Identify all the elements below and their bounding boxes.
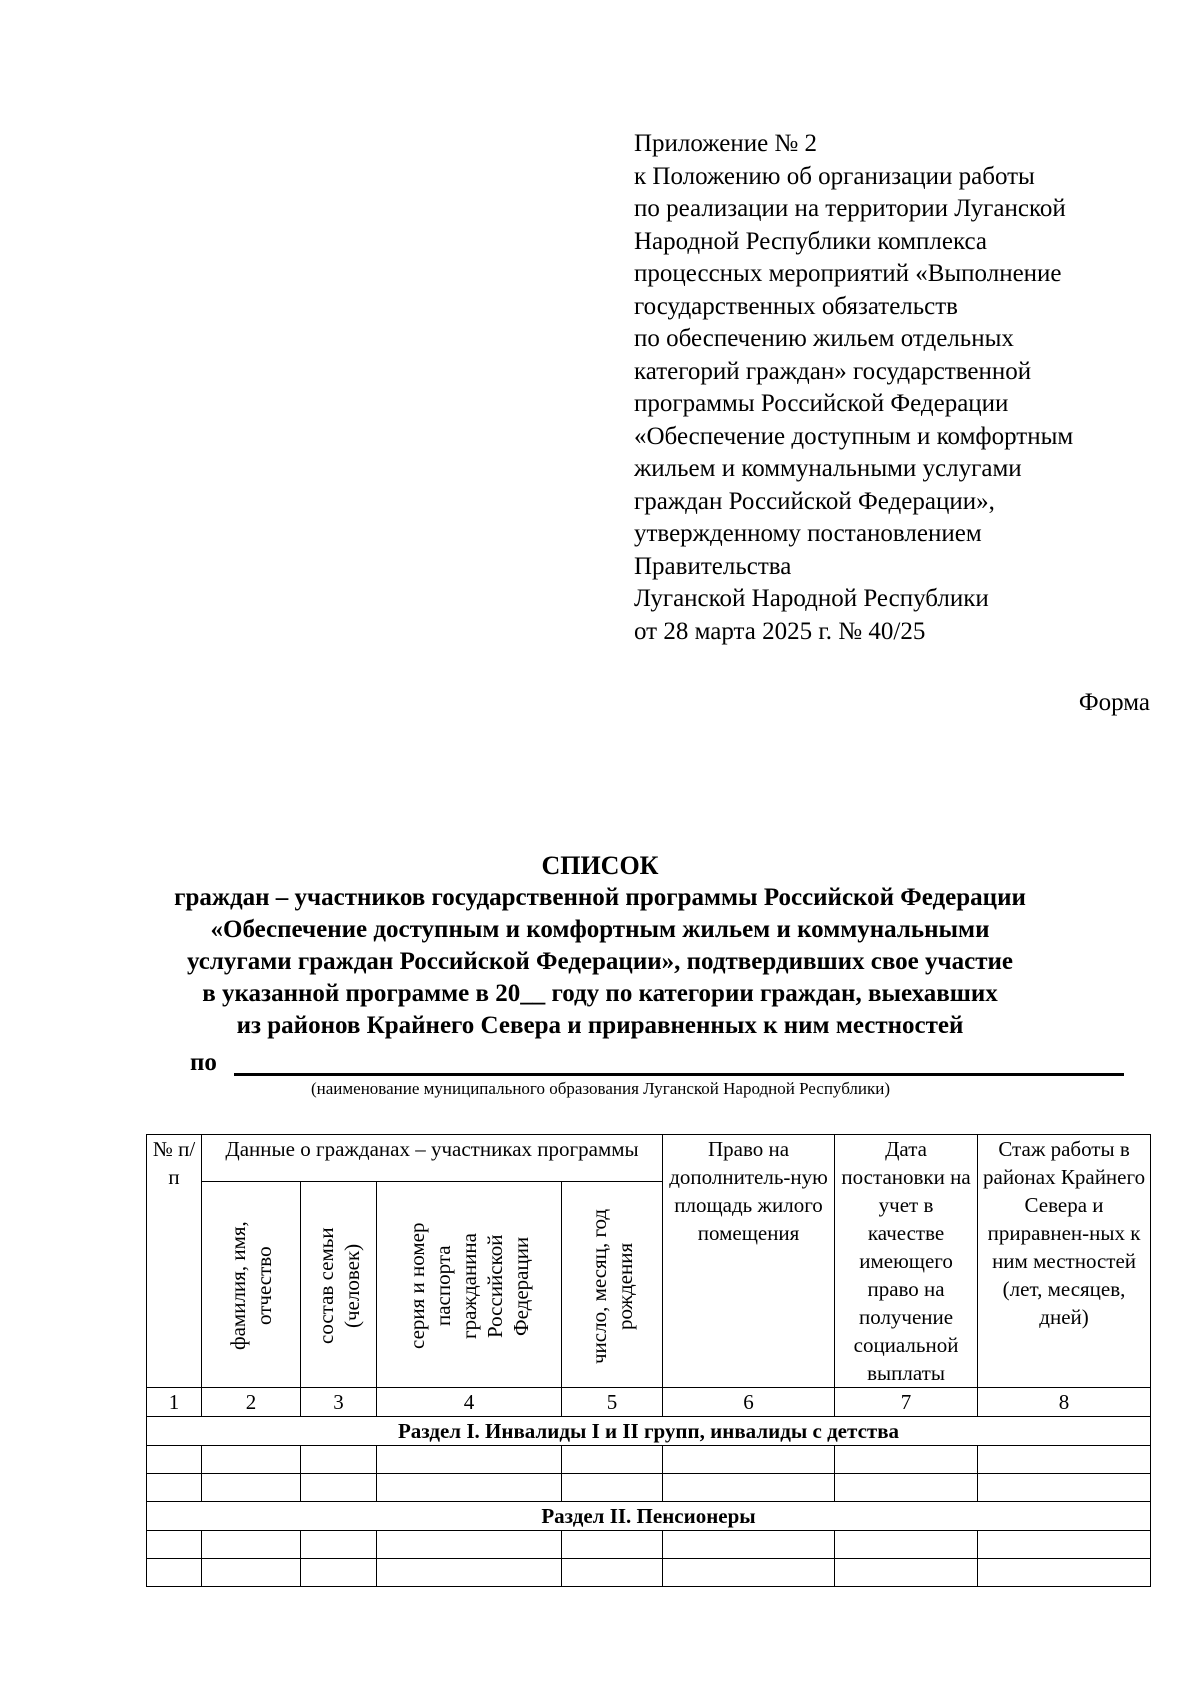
title-line: из районов Крайнего Севера и приравненных к ним местностей	[236, 1012, 964, 1039]
column-number: 5	[562, 1388, 663, 1417]
column-number: 8	[978, 1388, 1151, 1417]
table-cell[interactable]	[835, 1559, 978, 1587]
table-cell[interactable]	[147, 1474, 202, 1502]
document-title	[0, 850, 1200, 1042]
appendix-line: жильем и коммунальными услугами	[634, 455, 1022, 482]
table-cell[interactable]	[663, 1474, 835, 1502]
title-main: СПИСОК	[541, 851, 659, 880]
table-row	[147, 1474, 1151, 1502]
appendix-line: Правительства	[634, 552, 792, 580]
table-cell[interactable]	[202, 1474, 301, 1502]
form-label: Форма	[1078, 689, 1150, 716]
column-number: 2	[202, 1388, 301, 1417]
title-line: услугами граждан Российской Федерации», подтвердивших свое участие	[187, 948, 1013, 975]
appendix-line: утвержденному постановлением	[634, 520, 982, 547]
table-cell[interactable]	[301, 1531, 377, 1559]
header-passport-cell	[377, 1182, 562, 1388]
citizens-table	[146, 1134, 1151, 1587]
appendix-line: процессных мероприятий «Выполнение	[634, 260, 1062, 287]
header-passport: серия и номер паспорта гражданина Российской Федерации	[405, 1222, 533, 1350]
table-cell[interactable]	[301, 1559, 377, 1587]
table-cell[interactable]	[663, 1559, 835, 1587]
column-number: 7	[835, 1388, 978, 1417]
table-cell[interactable]	[147, 1446, 202, 1474]
table-cell[interactable]	[978, 1446, 1151, 1474]
municipality-caption-text: (наименование муниципального образования Луганской Народной Республики)	[311, 1079, 891, 1098]
appendix-line: от 28 марта 2025 г. № 40/25	[634, 617, 926, 645]
table-cell[interactable]	[147, 1531, 202, 1559]
column-number: 3	[301, 1388, 377, 1417]
appendix-line: «Обеспечение доступным и комфортным	[634, 422, 1074, 450]
appendix-line: к Положению об организации работы	[634, 162, 1035, 190]
appendix-line: по реализации на территории Луганской	[634, 195, 1066, 222]
header-family-cell	[301, 1182, 377, 1388]
table-cell[interactable]	[377, 1559, 562, 1587]
column-number: 4	[377, 1388, 562, 1417]
table-cell[interactable]	[202, 1531, 301, 1559]
title-line: граждан – участников государственной программы Российской Федерации	[174, 884, 1026, 911]
table-row	[147, 1531, 1151, 1559]
table-cell[interactable]	[147, 1559, 202, 1587]
table-cell[interactable]	[562, 1531, 663, 1559]
table-cell[interactable]	[301, 1474, 377, 1502]
appendix-line: Луганской Народной Республики	[634, 585, 989, 612]
table-cell[interactable]	[562, 1446, 663, 1474]
table-cell[interactable]	[835, 1446, 978, 1474]
section-row	[147, 1417, 1151, 1446]
table-cell[interactable]	[835, 1531, 978, 1559]
table-row	[147, 1446, 1151, 1474]
section-row	[147, 1502, 1151, 1531]
appendix-line: государственных обязательств	[634, 292, 958, 320]
po-label: по	[190, 1049, 217, 1076]
table-cell[interactable]	[978, 1531, 1151, 1559]
appendix-line: по обеспечению жильем отдельных	[634, 325, 1014, 352]
header-birth-cell	[562, 1182, 663, 1388]
table-cell[interactable]	[377, 1446, 562, 1474]
table-cell[interactable]	[377, 1531, 562, 1559]
section-title: Раздел I. Инвалиды I и II групп, инвалиды с детства	[147, 1417, 1151, 1446]
appendix-block	[634, 128, 1154, 648]
column-number-row	[147, 1388, 1151, 1417]
header-citizens-group: Данные о гражданах – участниках программы	[202, 1135, 663, 1182]
table-row	[147, 1559, 1151, 1587]
header-row	[147, 1135, 1151, 1182]
header-fio: фамилия, имя, отчество	[226, 1221, 276, 1351]
appendix-line: Народной Республики комплекса	[634, 227, 988, 255]
header-family: состав семьи (человек)	[313, 1227, 364, 1345]
section-title: Раздел II. Пенсионеры	[147, 1502, 1151, 1531]
column-number: 1	[147, 1388, 202, 1417]
header-birth: число, месяц, год рождения	[587, 1208, 638, 1364]
appendix-line: граждан Российской Федерации»,	[634, 487, 995, 515]
appendix-line: программы Российской Федерации	[634, 390, 1009, 417]
table-cell[interactable]	[301, 1446, 377, 1474]
table-cell[interactable]	[202, 1559, 301, 1587]
table-cell[interactable]	[978, 1474, 1151, 1502]
table-cell[interactable]	[562, 1474, 663, 1502]
table-cell[interactable]	[663, 1446, 835, 1474]
title-line: «Обеспечение доступным и комфортным жильем и коммунальными	[210, 916, 990, 943]
header-extra-area: Право на дополнитель-ную площадь жилого помещения	[663, 1135, 835, 1388]
table-cell[interactable]	[377, 1474, 562, 1502]
table-cell[interactable]	[202, 1446, 301, 1474]
table-cell[interactable]	[835, 1474, 978, 1502]
column-number: 6	[663, 1388, 835, 1417]
header-work-experience: Стаж работы в районах Крайнего Севера и приравнен-ных к ним местностей (лет, месяцев, дней)	[978, 1135, 1151, 1388]
appendix-line: категорий граждан» государственной	[634, 357, 1032, 385]
appendix-line: Приложение № 2	[634, 130, 818, 157]
header-fio-cell	[202, 1182, 301, 1388]
municipality-fill-line	[234, 1073, 1124, 1076]
table-cell[interactable]	[663, 1531, 835, 1559]
table-cell[interactable]	[562, 1559, 663, 1587]
header-num: № п/п	[147, 1135, 202, 1388]
table-cell[interactable]	[978, 1559, 1151, 1587]
header-registration-date: Дата постановки на учет в качестве имеющего право на получение социальной выплаты	[835, 1135, 978, 1388]
title-line: в указанной программе в 20__ году по категории граждан, выехавших	[202, 980, 998, 1007]
